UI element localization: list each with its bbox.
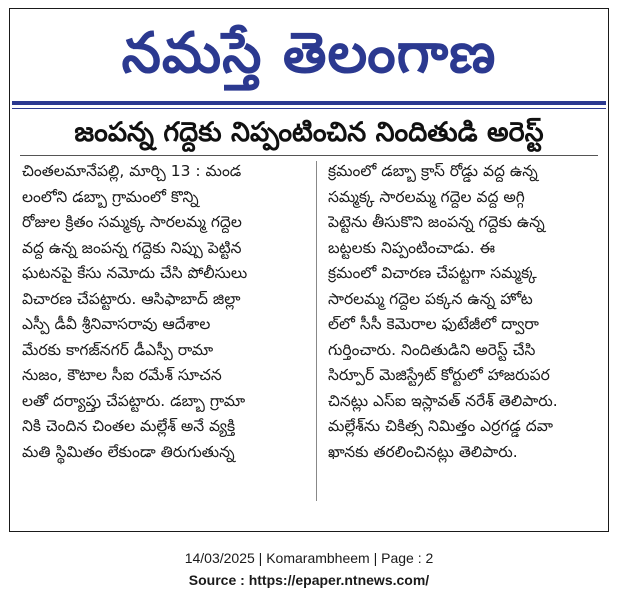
text-line: మతి స్థిమితం లేకుండా తిరుగుతున్న: [22, 442, 235, 461]
footer-source: Source : https://epaper.ntnews.com/: [188, 572, 430, 588]
masthead-rule-thin: [12, 108, 606, 109]
text-line: సిర్పూర్ మెజిస్ట్రేట్ కోర్టులో హాజరుపర: [328, 366, 550, 384]
text-line: క్రమంలో విచారణ చేపట్టగా సమ్మక్క: [328, 264, 537, 282]
newspaper-clipping: [9, 8, 609, 532]
text-line: సమ్మక్క సారలమ్మ గద్దెల వద్ద అగ్గి: [328, 187, 525, 206]
article-headline: జంపన్న గద్దెకు నిప్పంటించిన నిందితుడి అరెస్ట్: [74, 117, 544, 148]
text-line: పెట్టెను తీసుకొని జంపన్న గద్దెకు ఉన్న: [328, 213, 545, 231]
article-column-right: [328, 159, 600, 465]
text-line: సారలమ్మ గద్దెల పక్కన ఉన్న హోట: [328, 289, 533, 308]
article-column-left: [22, 159, 307, 465]
text-line: మల్లేశ్‌ను చికిత్స నిమిత్తం ఎర్రగడ్డ దవా: [328, 417, 553, 435]
text-line: విచారణ చేపట్టారు. ఆసిఫాబాద్ జిల్లా: [22, 289, 241, 308]
text-line: మేరకు కాగజ్‌నగర్ డీఎస్పీ రామా: [22, 340, 214, 359]
text-line: చింతలమానేపల్లి, మార్చి 13 : మండ: [22, 162, 242, 180]
column-divider: [316, 161, 317, 501]
text-line: నుజం, కౌటాల సీఐ రమేశ్ సూచన: [22, 366, 222, 384]
text-line: నికి చెందిన చింతల మల్లేశ్ అనే వ్యక్తి: [22, 417, 236, 435]
text-line: ఘటనపై కేసు నమోదు చేసి పోలీసులు: [22, 264, 248, 282]
text-line: లంలోని డబ్బా గ్రామంలో కొన్ని: [22, 187, 199, 206]
text-line: లతో దర్యాప్తు చేపట్టారు. డబ్బా గ్రామా: [22, 391, 246, 410]
footer-date-edition: 14/03/2025 | Komarambheem | Page : 2: [184, 550, 434, 566]
text-line: రోజుల క్రితం సమ్మక్క సారలమ్మ గద్దెల: [22, 213, 242, 231]
text-line: బట్టలకు నిప్పంటించాడు. ఈ: [328, 238, 495, 257]
masthead-rule: [12, 101, 606, 105]
headline-divider: [20, 155, 598, 156]
text-line: చినట్లు ఎస్ఐ ఇస్లావత్ నరేశ్ తెలిపారు.: [328, 391, 558, 410]
text-line: ఎస్పీ డీవీ శ్రీనివాసరావు ఆదేశాల: [22, 315, 211, 333]
text-line: ఖానకు తరలించినట్లు తెలిపారు.: [328, 442, 518, 461]
text-line: ల్‌లో సీసీ కెమెరాల ఫుటేజీలో ద్వారా: [328, 315, 539, 333]
text-line: వద్ద ఉన్న జంపన్న గద్దెకు నిప్పు పెట్టిన: [22, 238, 242, 257]
text-line: గుర్తించారు. నిందితుడిని అరెస్ట్ చేసి: [328, 340, 536, 359]
masthead-logo: నమస్తే తెలంగాణ: [121, 21, 497, 86]
text-line: క్రమంలో డబ్బా క్రాస్ రోడ్డు వద్ద ఉన్న: [328, 162, 538, 180]
